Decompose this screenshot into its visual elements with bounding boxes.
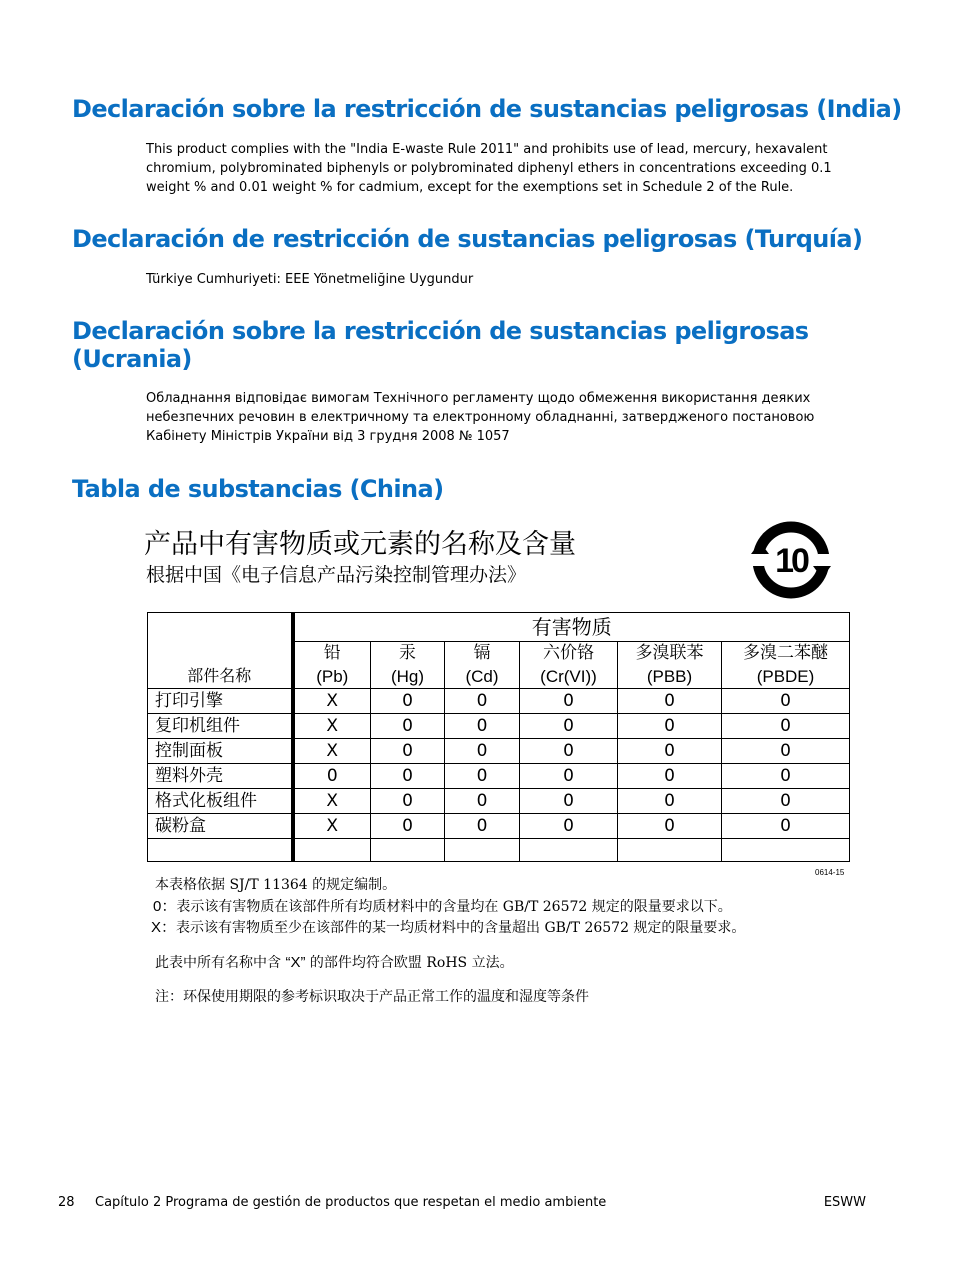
- column-header: [371, 642, 445, 689]
- note-rohs-after: 的部件均符合欧盟 RoHS 立法。: [305, 955, 514, 971]
- heading-ukraine: [72, 317, 809, 373]
- column-header-symbol: (PBB): [646, 667, 693, 686]
- substance-value-cell: X: [293, 714, 371, 739]
- efup-10-logo-icon: [748, 520, 834, 600]
- table-row: [148, 789, 850, 814]
- heading-ukraine-line-2: (Ucrania): [72, 345, 192, 373]
- substance-value-cell: 0: [445, 789, 520, 814]
- column-header: [722, 642, 850, 689]
- substance-value-cell: 0: [722, 689, 850, 714]
- column-header-symbol: (Cd): [465, 667, 499, 686]
- substance-value-cell: 0: [371, 739, 445, 764]
- efup-logo-number: 10: [775, 542, 807, 580]
- note-o-text: 表示该有害物质在该部件所有均质材料中的含量均在 GB/T 26572 规定的限量要求以下。: [176, 899, 732, 915]
- substance-value-cell: 0: [371, 764, 445, 789]
- substance-value-cell: 0: [445, 689, 520, 714]
- part-name-cell: 塑料外壳: [148, 764, 293, 789]
- column-header: [618, 642, 722, 689]
- substance-value-cell: 0: [520, 739, 618, 764]
- column-header-symbol: (Hg): [390, 667, 425, 686]
- table-row: [148, 689, 850, 714]
- substance-value-cell: 0: [520, 714, 618, 739]
- empty-cell: [148, 839, 293, 862]
- substance-value-cell: 0: [520, 789, 618, 814]
- column-header-symbol: (PBDE): [756, 667, 815, 686]
- empty-cell: [722, 839, 850, 862]
- substance-value-cell: X: [293, 739, 371, 764]
- substance-value-cell: 0: [520, 764, 618, 789]
- india-line-1: This product complies with the "India E-waste Rule 2011" and prohibits use of lead, mercury, hexavalent: [146, 142, 828, 157]
- india-line-2: chromium, polybrominated biphenyls or polybrominated diphenyl ethers in concentrations exceeding 0.1: [146, 161, 832, 176]
- column-header: [445, 642, 520, 689]
- ukraine-paragraph: [146, 389, 846, 446]
- part-name-cell: 碳粉盒: [148, 814, 293, 839]
- note-standard: 本表格依据 SJ/T 11364 的规定编制。: [155, 877, 397, 893]
- footer-page-number: 28: [58, 1195, 75, 1210]
- column-header-symbol: (Cr(VI)): [540, 667, 597, 686]
- column-header: [520, 642, 618, 689]
- substance-value-cell: 0: [722, 789, 850, 814]
- substance-value-cell: 0: [371, 689, 445, 714]
- note-x: [151, 919, 745, 937]
- empty-cell: [520, 839, 618, 862]
- column-header-symbol: (Pb): [316, 667, 349, 686]
- empty-cell: [371, 839, 445, 862]
- footer-doc-code: ESWW: [823, 1195, 866, 1210]
- footer-chapter: Capítulo 2 Programa de gestión de productos que respetan el medio ambiente: [95, 1195, 607, 1210]
- part-name-cell: 控制面板: [148, 739, 293, 764]
- substance-value-cell: 0: [722, 764, 850, 789]
- turkey-paragraph: [146, 270, 846, 289]
- column-header-name: 多溴联苯: [635, 643, 704, 663]
- china-table-title: 产品中有害物质或元素的名称及含量: [144, 529, 576, 560]
- ukraine-line-3: Кабінету Міністрів України від 3 грудня 2008 № 1057: [146, 429, 510, 444]
- substance-value-cell: X: [293, 689, 371, 714]
- heading-china: Tabla de substancias (China): [72, 475, 444, 503]
- column-header-name: 铅: [323, 643, 341, 663]
- heading-ukraine-line-1: Declaración sobre la restricción de sustancias peligrosas: [72, 317, 809, 345]
- table-empty-row: [148, 839, 850, 862]
- column-header: [293, 642, 371, 689]
- table-row: [148, 714, 850, 739]
- substance-value-cell: 0: [445, 739, 520, 764]
- substance-value-cell: 0: [618, 814, 722, 839]
- note-rohs-mark: “X”: [285, 954, 306, 971]
- column-header-name: 多溴二苯醚: [743, 643, 828, 663]
- note-rohs-before: 此表中所有名称中含: [155, 955, 286, 971]
- table-row: [148, 814, 850, 839]
- substance-value-cell: X: [293, 814, 371, 839]
- substance-value-cell: 0: [371, 789, 445, 814]
- heading-turkey: Declaración de restricción de sustancias peligrosas (Turquía): [72, 225, 863, 253]
- substance-value-cell: 0: [520, 689, 618, 714]
- note-o-mark: 0：: [153, 898, 177, 915]
- substance-value-cell: 0: [722, 739, 850, 764]
- part-name-cell: 格式化板组件: [148, 789, 293, 814]
- substance-value-cell: 0: [618, 739, 722, 764]
- substance-value-cell: 0: [520, 814, 618, 839]
- turkey-line-1: Türkiye Cumhuriyeti: EEE Yönetmeliğine Uygundur: [146, 272, 474, 287]
- substance-value-cell: 0: [618, 764, 722, 789]
- part-name-cell: 复印机组件: [148, 714, 293, 739]
- table-header-row-1: [148, 613, 850, 642]
- table-row: [148, 764, 850, 789]
- substance-value-cell: 0: [371, 714, 445, 739]
- substance-value-cell: 0: [618, 789, 722, 814]
- heading-india: Declaración sobre la restricción de sustancias peligrosas (India): [72, 95, 902, 123]
- column-header-name: 汞: [399, 643, 416, 663]
- hazardous-substances-table: [147, 612, 850, 862]
- empty-cell: [293, 839, 371, 862]
- hazard-header: 有害物质: [293, 613, 850, 642]
- substance-value-cell: 0: [722, 714, 850, 739]
- column-header-name: 六价铬: [543, 643, 594, 663]
- india-paragraph: [146, 140, 846, 197]
- substance-value-cell: 0: [445, 714, 520, 739]
- note-rohs: [155, 954, 514, 972]
- ukraine-line-1: Обладнання відповідає вимогам Технічного регламенту щодо обмеження використання деяких: [146, 391, 811, 406]
- parts-header: 部件名称: [148, 613, 293, 689]
- substance-value-cell: 0: [618, 689, 722, 714]
- note-o: [153, 898, 732, 916]
- substance-value-cell: 0: [371, 814, 445, 839]
- note-x-text: 表示该有害物质至少在该部件的某一均质材料中的含量超出 GB/T 26572 规定的限量要求。: [176, 920, 746, 936]
- india-line-3: weight % and 0.01 weight % for cadmium, except for the exemptions set in Schedule 2 of the Rule.: [146, 180, 794, 195]
- part-name-cell: 打印引擎: [148, 689, 293, 714]
- substance-value-cell: 0: [618, 714, 722, 739]
- column-header-name: 镉: [473, 643, 491, 663]
- substance-value-cell: 0: [293, 764, 371, 789]
- china-table-subtitle: 根据中国《电子信息产品污染控制管理办法》: [146, 564, 527, 586]
- substance-value-cell: 0: [445, 764, 520, 789]
- empty-cell: [445, 839, 520, 862]
- substance-value-cell: X: [293, 789, 371, 814]
- substance-value-cell: 0: [722, 814, 850, 839]
- figure-code: 0614-15: [815, 868, 845, 877]
- empty-cell: [618, 839, 722, 862]
- substance-value-cell: 0: [445, 814, 520, 839]
- note-efup: 注：环保使用期限的参考标识取决于产品正常工作的温度和湿度等条件: [155, 989, 589, 1005]
- note-x-mark: X：: [151, 919, 177, 936]
- table-row: [148, 739, 850, 764]
- ukraine-line-2: небезпечних речовин в електричному та електронному обладнанні, затвердженого постановою: [146, 410, 815, 425]
